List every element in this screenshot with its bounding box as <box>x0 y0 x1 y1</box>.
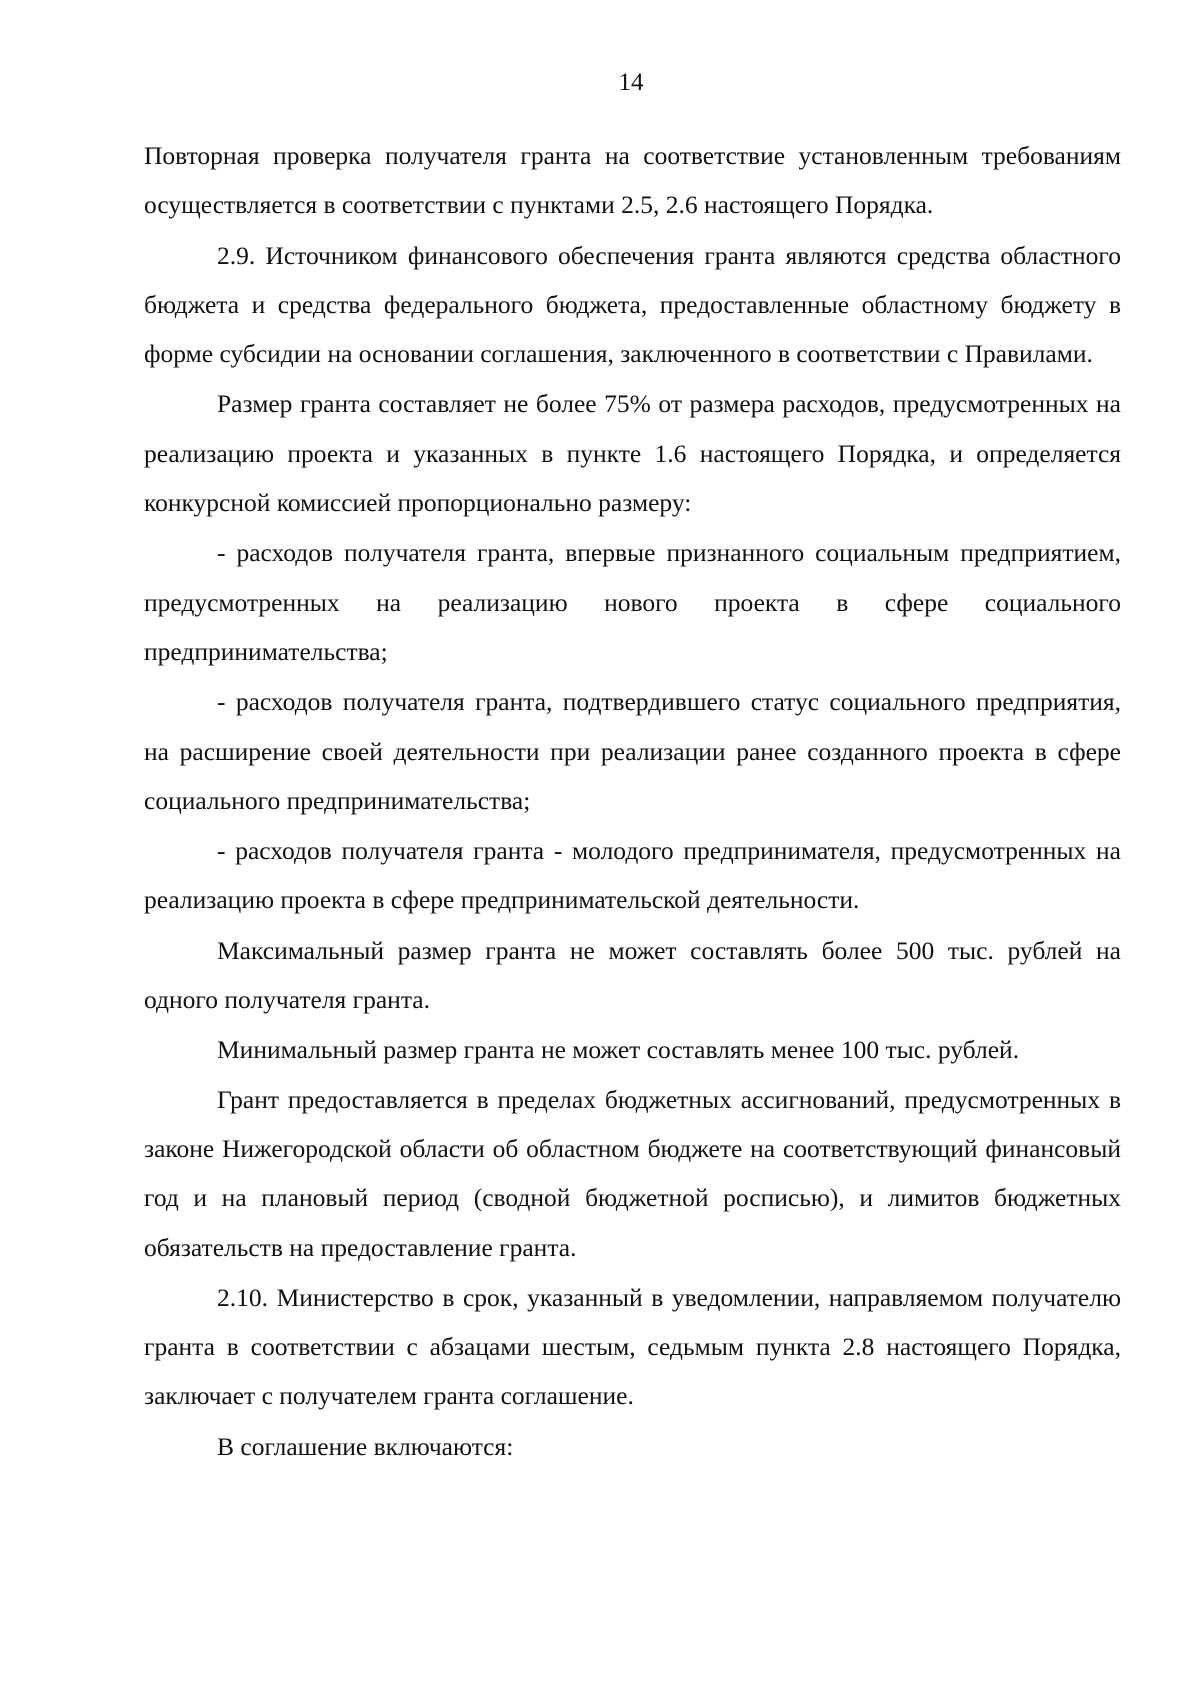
paragraph-max-grant: Максимальный размер гранта не может составлять более 500 тыс. рублей на одного получателя гранта. <box>144 935 1121 1015</box>
paragraph-2-9-funding-source: 2.9. Источником финансового обеспечения гранта являются средства областного бюджета и средства федерального бюджета, предоставленные областному бюджету в форме субсидии на основании соглашения, заключенного в соответствии с Правилами. <box>144 240 1121 369</box>
paragraph-grant-size: Размер гранта составляет не более 75% от размера расходов, предусмотренных на реализацию проекта и указанных в пункте 1.6 настоящего Порядка, и определяется конкурсной комиссией пропорционально размеру: <box>144 389 1121 518</box>
paragraph-agreement-includes: В соглашение включаются: <box>217 1431 514 1461</box>
paragraph-recheck: Повторная проверка получателя гранта на соответствие установленным требованиям осуществляется в соответствии с пунктами 2.5, 2.6 настоящего Порядка. <box>144 141 1121 220</box>
list-item-young-entrepreneur: - расходов получателя гранта - молодого предпринимателя, предусмотренных на реализацию проекта в сфере предпринимательской деятельности. <box>144 836 1121 915</box>
page-number: 14 <box>618 69 644 96</box>
paragraph-2-10-agreement: 2.10. Министерство в срок, указанный в уведомлении, направляемом получателю гранта в соответствии с абзацами шестым, седьмым пункта 2.8 настоящего Порядка, заключает с получателем гранта соглашение. <box>144 1282 1121 1411</box>
paragraph-budget-limits: Грант предоставляется в пределах бюджетных ассигнований, предусмотренных в законе Нижегородской области об областном бюджете на соответствующий финансовый год и на плановый период (сводной бюджетной росписью), и лимитов бюджетных обязательств на предоставление гранта. <box>144 1084 1121 1262</box>
paragraph-min-grant: Минимальный размер гранта не может составлять менее 100 тыс. рублей. <box>217 1035 1020 1065</box>
list-item-new-social-enterprise: - расходов получателя гранта, впервые признанного социальным предприятием, предусмотренных на реализацию нового проекта в сфере социального предпринимательства; <box>144 538 1121 666</box>
document-body <box>144 131 1121 1471</box>
list-item-confirmed-social-enterprise: - расходов получателя гранта, подтвердившего статус социального предприятия, на расширение своей деятельности при реализации ранее созданного проекта в сфере социального предпринимательства; <box>144 687 1121 815</box>
